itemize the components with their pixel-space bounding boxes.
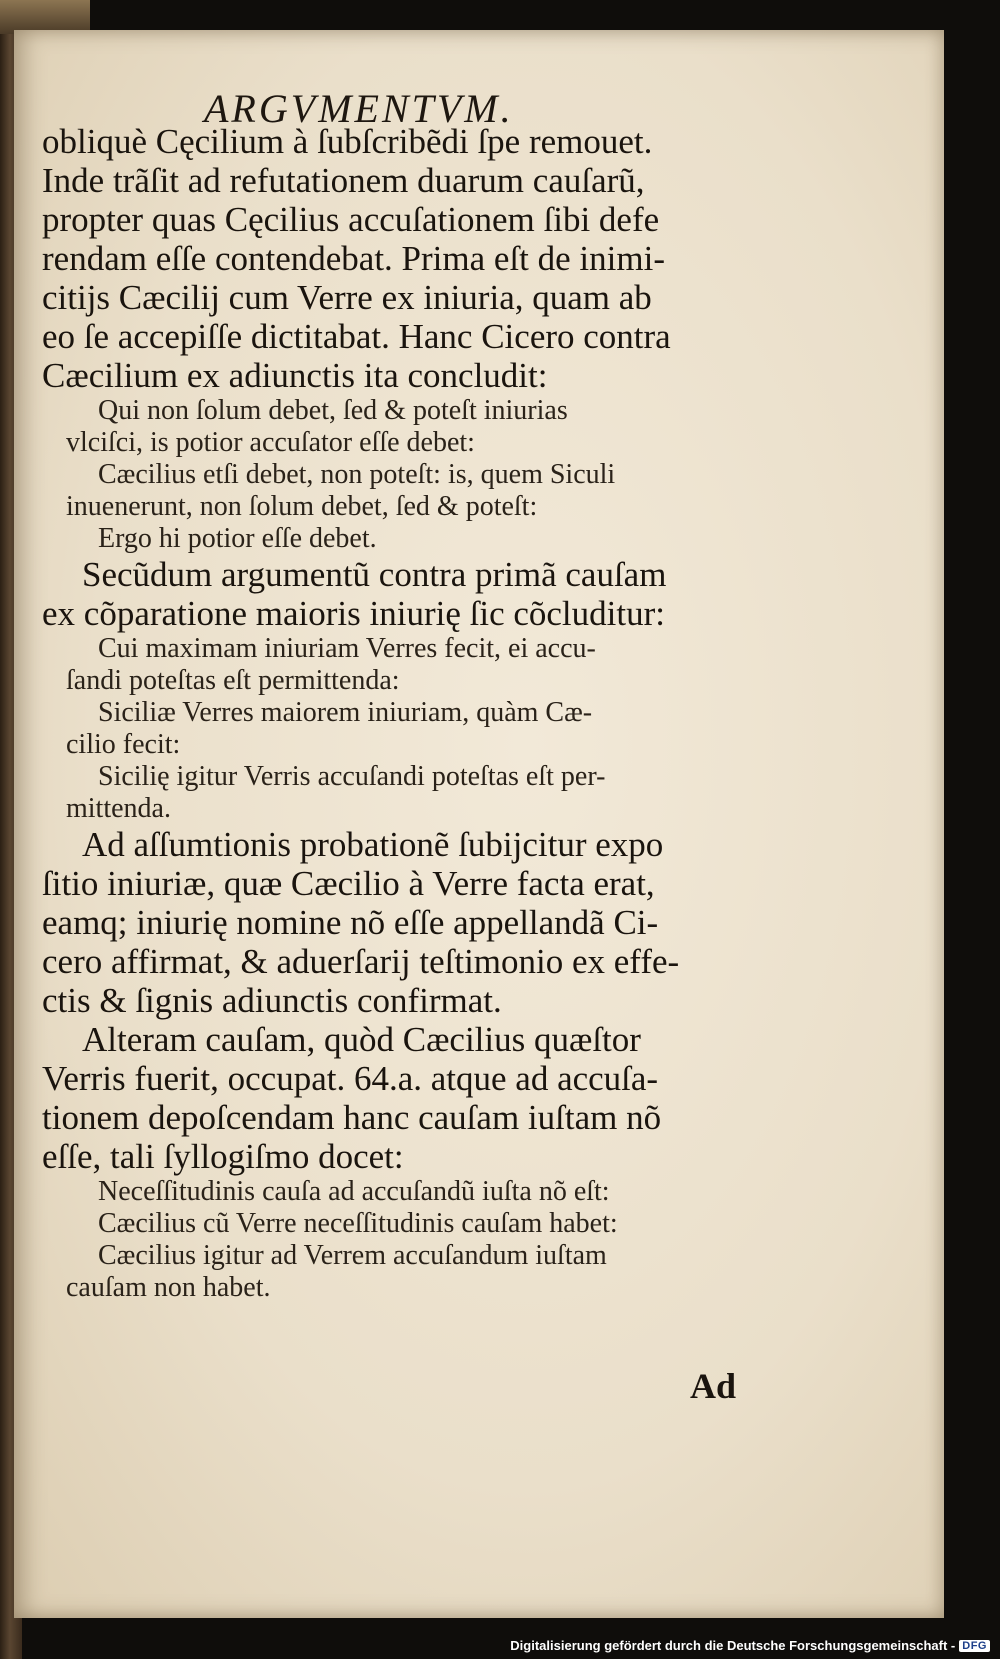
page-text	[42, 122, 742, 1304]
text-line: eamq; iniurię nomine nõ eſſe appellandã Ci-	[42, 903, 659, 942]
text-line: Cæcilius cũ Verre neceſſitudinis cauſam habet:	[98, 1208, 618, 1239]
text-line: cauſam non habet.	[66, 1272, 271, 1303]
text-line: cilio fecit:	[66, 729, 181, 760]
dfg-logo: DFG	[959, 1640, 990, 1652]
text-line: citijs Cæcilij cum Verre ex iniuria, quam ab	[42, 278, 652, 317]
text-line: Cui maximam iniuriam Verres fecit, ei accu-	[98, 633, 596, 664]
text-line: cero affirmat, & aduerſarij teſtimonio ex effe-	[42, 942, 680, 981]
credit-text: Digitalisierung gefördert durch die Deutsche Forschungsgemeinschaft -	[510, 1638, 956, 1653]
text-line: Verris fuerit, occupat. 64.a. atque ad accuſa-	[42, 1059, 659, 1098]
book-page	[14, 30, 944, 1618]
text-line: eo ſe accepiſſe dictitabat. Hanc Cicero contra	[42, 317, 671, 356]
text-line: tionem depoſcendam hanc cauſam iuſtam nõ	[42, 1098, 662, 1137]
text-line: Cæcilius etſi debet, non poteſt: is, quem Siculi	[98, 459, 616, 490]
text-line: mittenda.	[66, 793, 171, 824]
text-line: Alteram cauſam, quòd Cæcilius quæſtor	[82, 1020, 641, 1059]
text-line: ſandi poteſtas eſt permittenda:	[66, 665, 400, 696]
text-line: Qui non ſolum debet, ſed & poteſt iniurias	[98, 395, 568, 426]
text-line: propter quas Cęcilius accuſationem ſibi defe	[42, 200, 660, 239]
text-line: ſitio iniuriæ, quæ Cæcilio à Verre facta erat,	[42, 864, 655, 903]
text-line: Inde trãſit ad refutationem duarum cauſarũ,	[42, 161, 645, 200]
catchword: Ad	[690, 1366, 737, 1406]
running-header: ARGVMENTVM.	[204, 86, 514, 131]
text-line: inuenerunt, non ſolum debet, ſed & poteſt:	[66, 491, 538, 522]
text-line: Siciliæ Verres maiorem iniuriam, quàm Cæ-	[98, 697, 593, 728]
text-line: Ergo hi potior eſſe debet.	[98, 523, 377, 554]
text-line: Secũdum argumentũ contra primã cauſam	[82, 555, 667, 594]
footer-credit	[510, 1638, 990, 1653]
text-line: rendam eſſe contendebat. Prima eſt de inimi-	[42, 239, 665, 278]
text-line: Sicilię igitur Verris accuſandi poteſtas eſt per-	[98, 761, 606, 792]
binding-corner	[0, 0, 90, 34]
text-line: Cæcilius igitur ad Verrem accuſandum iuſtam	[98, 1240, 607, 1271]
text-line: vlciſci, is potior accuſator eſſe debet:	[66, 427, 475, 458]
text-line: ctis & ſignis adiunctis confirmat.	[42, 981, 502, 1020]
text-line: obliquè Cęcilium à ſubſcribẽdi ſpe remouet.	[42, 122, 653, 161]
text-line: eſſe, tali ſyllogiſmo docet:	[42, 1137, 404, 1176]
text-line: ex cõparatione maioris iniurię ſic cõcluditur:	[42, 594, 665, 633]
text-line: Neceſſitudinis cauſa ad accuſandũ iuſta nõ eſt:	[98, 1176, 610, 1207]
text-line: Ad aſſumtionis probationẽ ſubijcitur expo	[82, 825, 664, 864]
text-line: Cæcilium ex adiunctis ita concludit:	[42, 356, 548, 395]
